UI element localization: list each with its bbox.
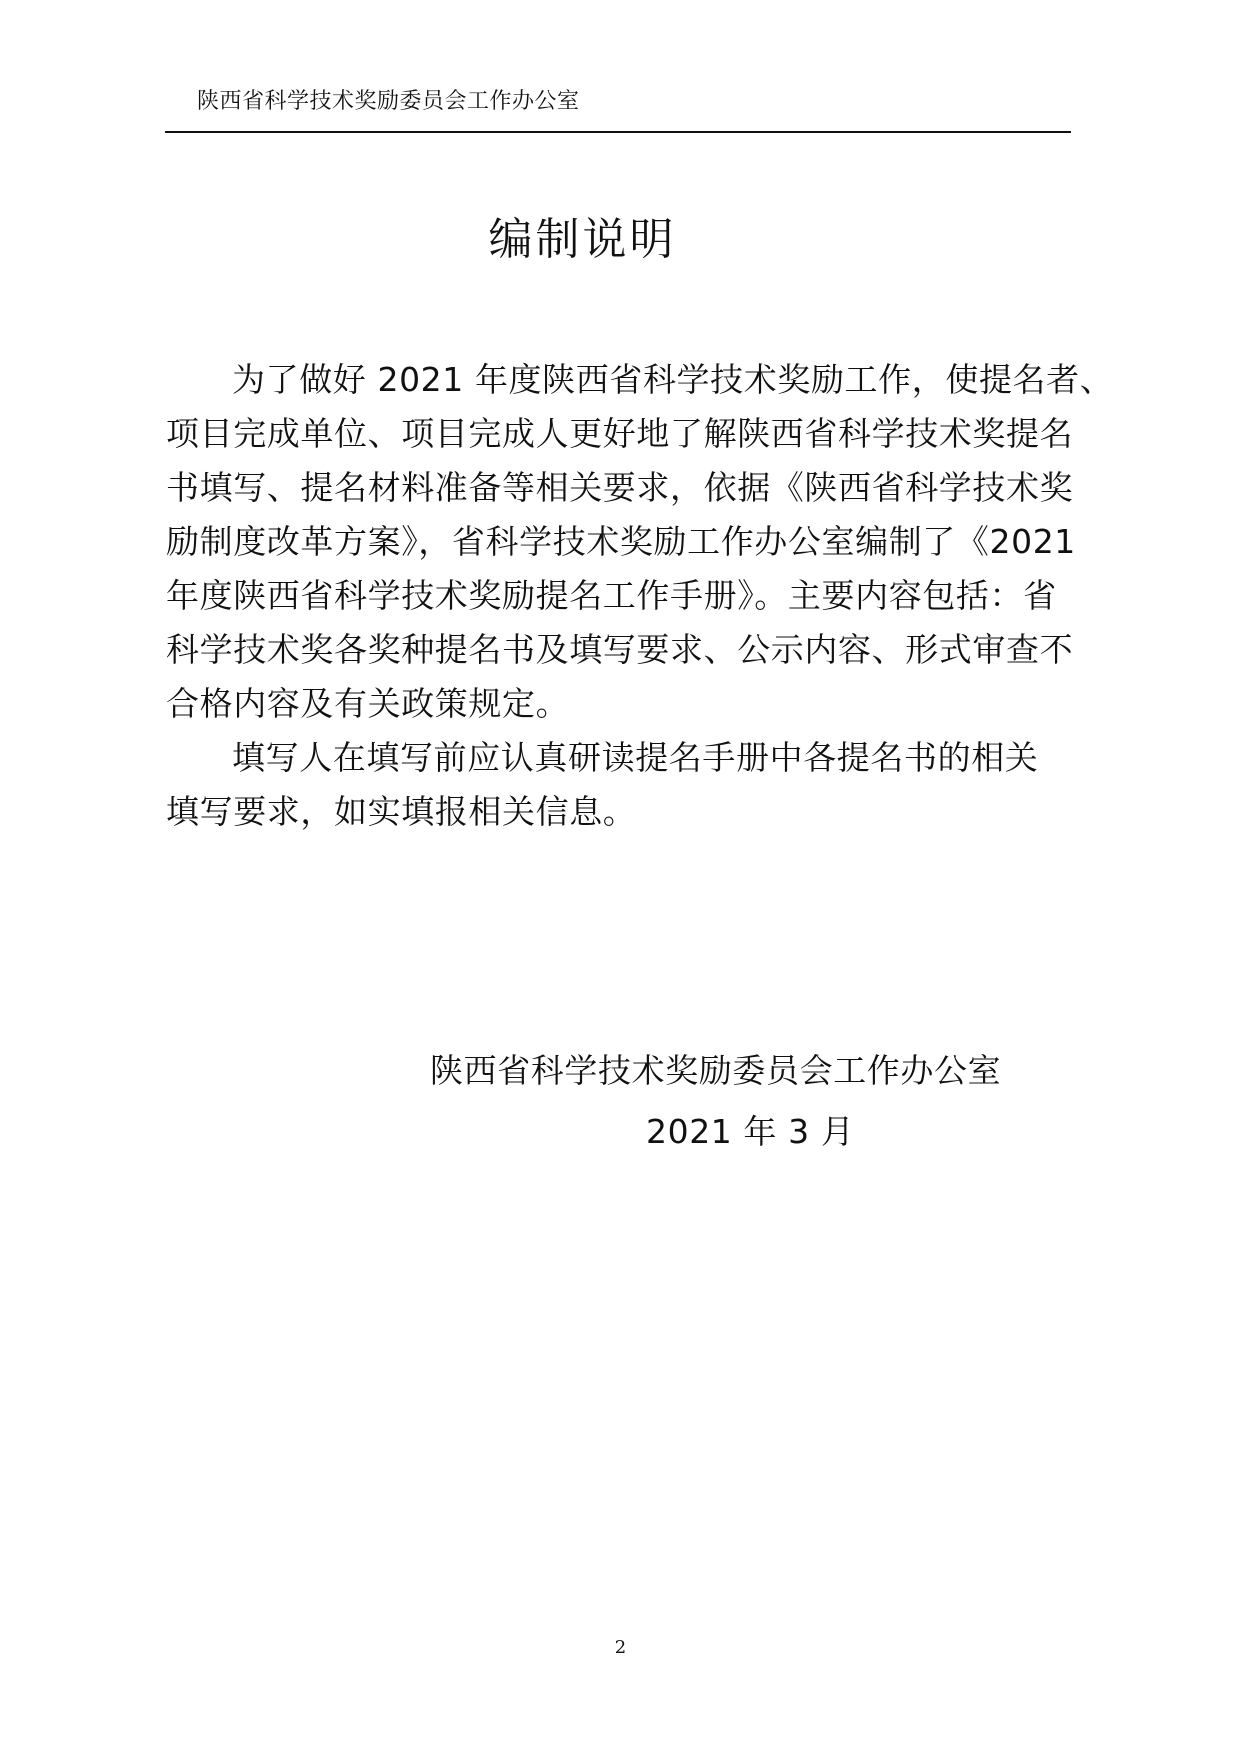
paragraph-line: 励制度改革方案》，省科学技术奖励工作办公室编制了《2021 (166, 522, 1076, 561)
document-body (166, 353, 1114, 839)
paragraph-line: 年度陕西省科学技术奖励提名工作手册》。主要内容包括：省 (166, 576, 1057, 615)
page-title: 编制说明 (488, 214, 677, 265)
paragraph-2 (166, 731, 1066, 839)
header-divider (165, 131, 1071, 133)
header-organization: 陕西省科学技术奖励委员会工作办公室 (197, 89, 580, 114)
paragraph-line: 为了做好 2021 年度陕西省科学技术奖励工作，使提名者、 (232, 360, 1114, 399)
paragraph-line: 项目完成单位、项目完成人更好地了解陕西省科学技术奖提名 (166, 414, 1074, 453)
signature-organization: 陕西省科学技术奖励委员会工作办公室 (430, 1051, 1002, 1090)
page-number: 2 (614, 1637, 627, 1658)
paragraph-line: 填写人在填写前应认真研读提名手册中各提名书的相关 (232, 738, 1039, 777)
paragraph-1 (166, 353, 1114, 731)
paragraph-line: 科学技术奖各奖种提名书及填写要求、公示内容、形式审查不 (166, 630, 1074, 669)
signature-date: 2021 年 3 月 (646, 1112, 855, 1151)
paragraph-line: 合格内容及有关政策规定。 (166, 684, 570, 723)
paragraph-line: 填写要求，如实填报相关信息。 (166, 792, 637, 831)
paragraph-line: 书填写、提名材料准备等相关要求，依据《陕西省科学技术奖 (166, 468, 1074, 507)
